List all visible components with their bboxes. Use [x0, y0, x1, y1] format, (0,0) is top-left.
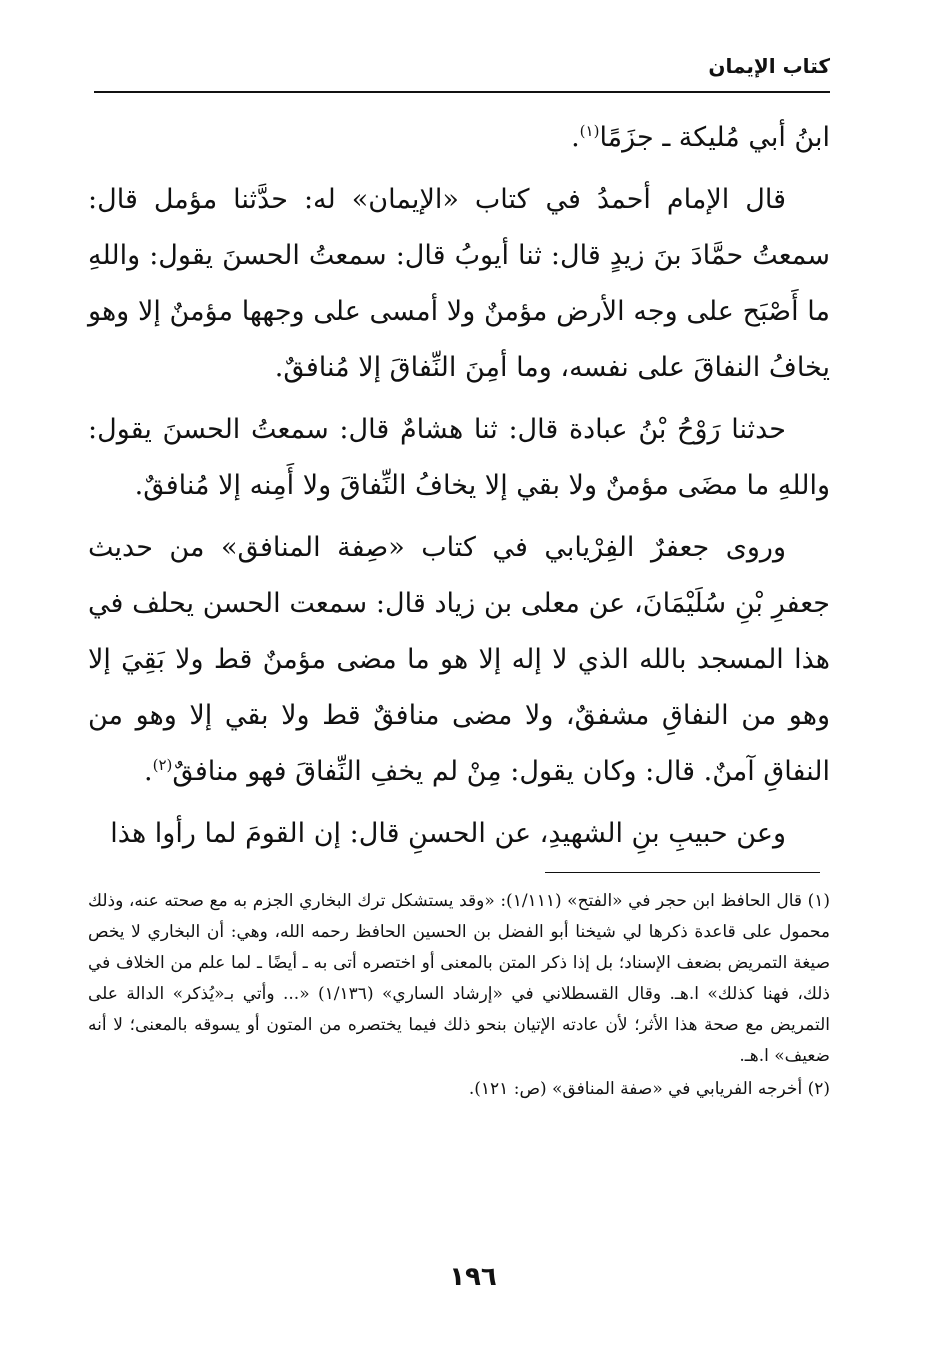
footnote-ref-1[interactable]: (١) — [579, 122, 600, 140]
paragraph-4 — [88, 520, 830, 800]
footnotes — [88, 886, 830, 1107]
footnote-2: (٢) أخرجه الفريابي في «صفة المنافق» (ص: ١٢١). — [468, 1079, 830, 1099]
paragraph-4-text: وروى جعفرٌ الفِرْيابي في كتاب «صِفة المنافق» من حديث جعفرِ بْنِ سُلَيْمَانَ، عن معلى بن زياد قال: سمعت الحسن يحلف في هذا المسجد بالله الذي لا إله إلا هو ما مضى مؤمنٌ قط ولا بَقِيَ إلا وهو من النفاقِ مشفقٌ، ولا مضى منافقٌ قط ولا بقي إلا وهو من النفاقِ آمنٌ. قال: وكان يقول: مِنْ لم يخفِ النِّفاقَ فهو منافقٌ — [88, 532, 830, 787]
paragraph-3: حدثنا رَوْحُ بْنُ عبادة قال: ثنا هشامٌ قال: سمعتُ الحسنَ يقول: واللهِ ما مضَى مؤمنٌ ولا بقي إلا يخافُ النِّفاقَ ولا أَمِنه إلا مُنافقٌ. — [88, 414, 830, 501]
paragraph-1 — [88, 110, 830, 166]
page-number: ١٩٦ — [449, 1262, 497, 1292]
paragraph-2: قال الإمام أحمدُ في كتاب «الإيمان» له: حدَّثنا مؤمل قال: سمعتُ حمَّادَ بنَ زيدٍ قال: ثنا أيوبُ قال: سمعتُ الحسنَ يقول: واللهِ ما أَصْبَح على وجه الأرض مؤمنٌ ولا أمسى على وجهها مؤمنٌ إلا وهو يخافُ النفاقَ على نفسه، وما أمِنَ النِّفاقَ إلا مُنافقٌ. — [88, 184, 830, 383]
running-head-title: كتاب الإيمان — [708, 54, 830, 78]
footnote-separator — [545, 872, 820, 873]
header-rule — [94, 91, 830, 93]
paragraph-1-end: . — [571, 122, 580, 153]
main-text — [88, 110, 830, 862]
footnote-1: (١) قال الحافظ ابن حجر في «الفتح» (١/١١١): «وقد يستشكل ترك البخاري الجزم به مع صحته عنه، وذلك محمول على قاعدة ذكرها لي شيخنا أبو الفضل بن الحسين الحافظ رحمه الله، وهي: أن البخاري لا يخص صيغة التمريض بضعف الإسناد؛ بل إذا ذكر المتن بالمعنى أو اختصره أتى به ـ أيضًا ـ لما علم من الخلاف في ذلك، فهنا كذلك» ا.هـ. وقال القسطلاني في «إرشاد الساري» (١/١٣٦) «... وأتي بـ«يُذكر» الدالة على التمريض مع صحة هذا الأثر؛ لأن عادته الإتيان بنحو ذلك فيما يختصره من المتون أو يسوقه بالمعنى؛ لا أنه ضعيف» ا.هـ. — [88, 891, 831, 1066]
paragraph-1-text: ابنُ أبي مُليكة ـ جزَمًا — [599, 122, 830, 153]
paragraph-4-end: . — [143, 756, 153, 787]
paragraph-5: وعن حبيبِ بنِ الشهيدِ، عن الحسنِ قال: إن القومَ لما رأوا هذا — [110, 818, 786, 849]
footnote-ref-2[interactable]: (٢) — [152, 756, 173, 774]
